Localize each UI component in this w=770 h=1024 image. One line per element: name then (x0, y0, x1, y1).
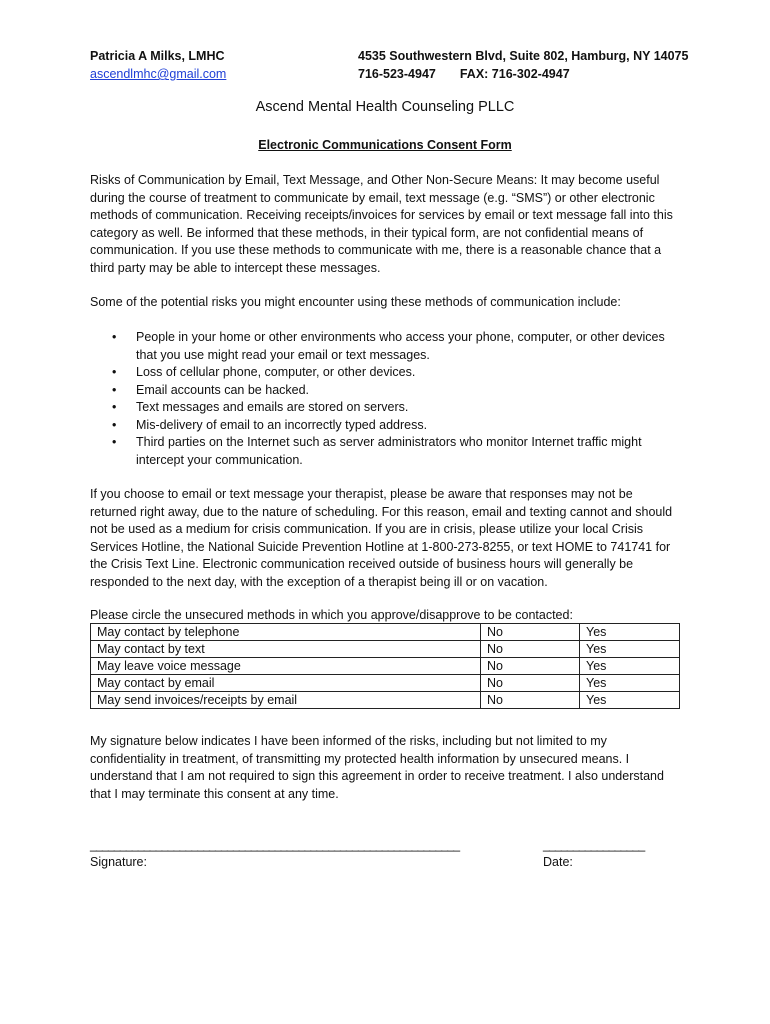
risks-paragraph: Risks of Communication by Email, Text Message, and Other Non-Secure Means: It may become useful during the course of treatment to communicate by email, text message (e.g. “SMS”) or other electronic methods of communication. Receiving receipts/invoices for services by email or text message fall into this category as well. Be informed that these methods, in their typical form, are not confidential means of communication. If you use these methods to communicate with me, there is a reasonable chance that a third party may be able to intercept these messages. (90, 173, 673, 275)
list-item: • Third parties on the Internet such as server administrators who monitor Internet traffic might intercept your communication. (112, 435, 642, 467)
method-cell: May contact by email (91, 675, 481, 692)
contact-methods-table (90, 623, 680, 709)
email-link[interactable]: ascendlmhc@gmail.com (90, 67, 227, 81)
signature-line[interactable]: ______________________________________________________________ (90, 838, 460, 852)
bullet-icon: • (112, 382, 117, 397)
risks-intro-paragraph: Some of the potential risks you might encounter using these methods of communication include: (90, 295, 621, 309)
list-item: • Loss of cellular phone, computer, or other devices. (90, 364, 682, 382)
yes-option[interactable]: Yes (580, 624, 680, 641)
table-row (91, 692, 680, 709)
list-item: • People in your home or other environments who access your phone, computer, or other devices that you use might read your email or text messages. (112, 330, 665, 362)
header-address-block (358, 47, 688, 83)
list-item: • Email accounts can be hacked. (90, 382, 682, 400)
bullet-icon: • (112, 365, 117, 379)
signature-label: Signature: (90, 855, 147, 869)
header-contact (90, 47, 226, 83)
therapist-name: Patricia A Milks, LMHC (90, 49, 225, 63)
method-cell: May contact by text (91, 641, 481, 658)
bullet-icon: • (112, 435, 117, 449)
practice-name: Ascend Mental Health Counseling PLLC (255, 99, 515, 115)
method-cell: May leave voice message (91, 658, 481, 675)
date-label: Date: (543, 855, 573, 869)
circle-instructions: Please circle the unsecured methods in which you approve/disapprove to be contacted: (90, 608, 573, 622)
office-phone: 716-523-4947 (358, 67, 436, 81)
no-option[interactable]: No (481, 658, 580, 675)
table-row (91, 675, 680, 692)
no-option[interactable]: No (481, 692, 580, 709)
yes-option[interactable]: Yes (580, 641, 680, 658)
bullet-icon: • (112, 400, 117, 414)
no-option[interactable]: No (481, 641, 580, 658)
method-cell: May contact by telephone (91, 624, 481, 641)
signature-statement: My signature below indicates I have been informed of the risks, including but not limited to my confidentiality in treatment, of transmitting my protected health information by unsecured means. I understand that I am not required to sign this agreement in order to receive treatment. I also understand that I may terminate this consent at any time. (90, 734, 664, 801)
office-address: 4535 Southwestern Blvd, Suite 802, Hamburg, NY 14075 (358, 49, 689, 63)
form-title: Electronic Communications Consent Form (258, 138, 512, 152)
crisis-paragraph: If you choose to email or text message your therapist, please be aware that responses may not be returned right away, due to the nature of scheduling. For this reason, email and texting cannot and should not be used as a medium for crisis communication. If you are in crisis, please utilize your local Crisis Services Hotline, the National Suicide Prevention Hotline at 1-800-273-8255, or text HOME to 741741 for the Crisis Text Line. Electronic communication received outside of business hours will generally be responded to the next day, with the exception of a therapist being ill or on vacation. (90, 487, 673, 589)
bullet-icon: • (112, 330, 117, 344)
yes-option[interactable]: Yes (580, 692, 680, 709)
yes-option[interactable]: Yes (580, 658, 680, 675)
risks-list (90, 329, 682, 469)
no-option[interactable]: No (481, 675, 580, 692)
office-fax: FAX: 716-302-4947 (459, 67, 570, 81)
table-row (91, 641, 680, 658)
no-option[interactable]: No (481, 624, 580, 641)
list-item: • Mis-delivery of email to an incorrectly typed address. (90, 417, 682, 435)
bullet-icon: • (112, 417, 117, 432)
yes-option[interactable]: Yes (580, 675, 680, 692)
table-row (91, 658, 680, 675)
table-row (91, 624, 680, 641)
method-cell: May send invoices/receipts by email (91, 692, 481, 709)
date-line[interactable]: _________________ (543, 838, 645, 852)
list-item: • Text messages and emails are stored on servers. (90, 399, 682, 417)
